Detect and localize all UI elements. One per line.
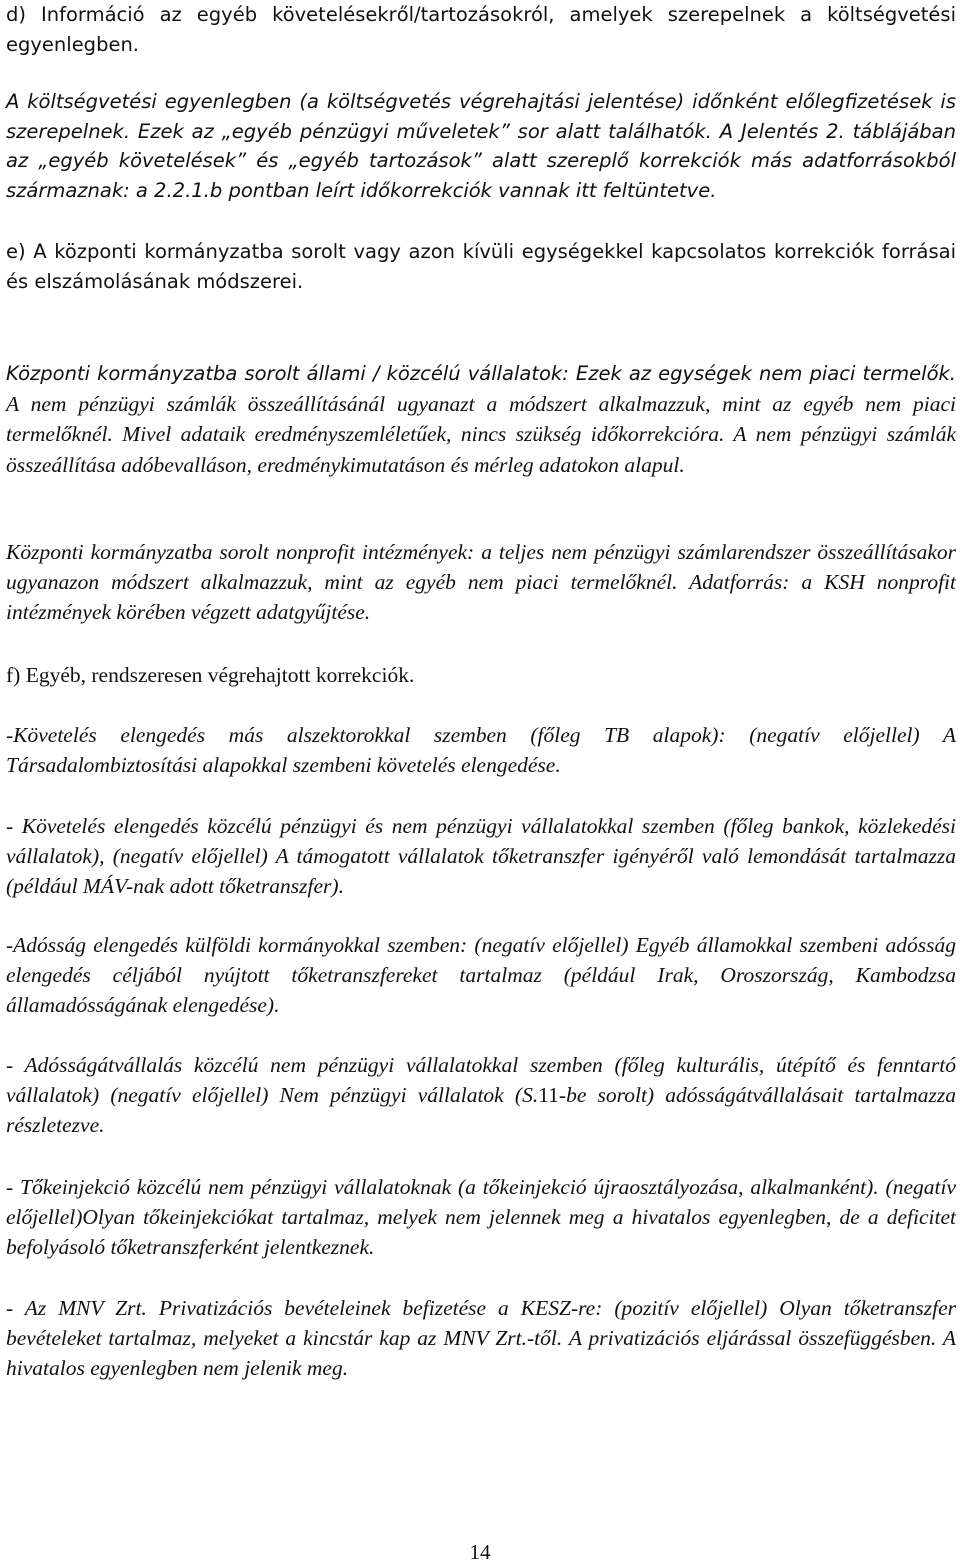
paragraph-privatization-revenue: - Az MNV Zrt. Privatizációs bevételeinek befizetése a KESZ-re: (pozitív előjellel) Olyan tőketranszfer bevételeket tartalmaz, melyeket a kincstár kap az MNV Zrt.-től. A privatizációs eljárással összefüggésben. A hivatalos egyenlegben nem jelenik meg. — [6, 1296, 956, 1380]
paragraph-capital-injection: - Tőkeinjekció közcélú nem pénzügyi vállalatoknak (a tőkeinjekció újraosztályozása, alkalmanként). (negatív előjellel)Olyan tőkeinjekciókat tartalmaz, melyek nem jelennek meg a hivatalos egyenlegben, de a deficitet befolyásoló tőketranszferként jelentkeznek. — [6, 1175, 956, 1259]
paragraph-prepayments: A költségvetési egyenlegben (a költségvetés végrehajtási jelentése) időnként előlegfizetések is szerepelnek. Ezek az „egyéb pénzügyi műveletek” sor alatt találhatók. A Jelentés 2. táblájában az „egyéb követelések” és „egyéb tartozások” alatt szereplő korrekciók más adatforrásokból származnak: a 2.2.1.b pontban leírt időkorrekciók vannak itt feltüntetve. — [6, 90, 956, 202]
paragraph-debt-assumption — [6, 1050, 956, 1140]
paragraph-debt-assumption-part1: - Adósságátvállalás közcélú nem pénzügyi vállalatokkal szemben (főleg kulturális, útépítő és fenntartó vállalatok) (negatív előjellel) Nem pénzügyi vállalatok (S. — [6, 1053, 956, 1107]
paragraph-state-enterprises — [6, 358, 956, 480]
paragraph-f-heading: f) Egyéb, rendszeresen végrehajtott korrekciók. — [6, 663, 415, 687]
paragraph-nonprofit — [6, 537, 956, 627]
paragraph-claim-waiver-subsectors: -Követelés elengedés más alszektorokkal szemben (főleg TB alapok): (negatív előjellel) A Társadalombiztosítási alapokkal szembeni követelés elengedése. — [6, 723, 956, 777]
paragraph-e-heading: e) A központi kormányzatba sorolt vagy azon kívüli egységekkel kapcsolatos korrekciók forrásai és elszámolásának módszerei. — [6, 240, 956, 293]
paragraph-nonprofit-lead: Központi kormányzatba sorolt nonprofit intézmények: a teljes nem pénzügyi számlarendszer összeállításakor ugyanazon módszert alkalmazzuk, mint az egyéb nem piaci termelőknél. — [6, 540, 956, 594]
paragraph-d-heading: d) Információ az egyéb követelésekről/tartozásokról, amelyek szerepelnek a költségvetési egyenlegben. — [6, 3, 956, 56]
paragraph-debt-cancellation-foreign: -Adósság elengedés külföldi kormányokkal szemben: (negatív előjellel) Egyéb államokkal szembeni adósság elengedés céljából nyújtott tőketranszfereket tartalmaz (például Irak, Oroszország, Kambodzsa államadósságának elengedése). — [6, 933, 956, 1017]
paragraph-claim-waiver-corporations: - Követelés elengedés közcélú pénzügyi és nem pénzügyi vállalatokkal szemben (főleg bankok, közlekedési vállalatok), (negatív előjellel) A támogatott vállalatok tőketranszfer igényéről való lemondását tartalmazza (például MÁV-nak adott tőketranszfer). — [6, 814, 956, 898]
paragraph-debt-assumption-sector-code: 11 — [538, 1083, 559, 1107]
page-number: 14 — [469, 1540, 491, 1564]
paragraph-debt-assumption-part2: -be sorolt) adósságátvállalásait tartalmazza részletezve. — [6, 1083, 956, 1137]
paragraph-state-enterprises-lead: Központi kormányzatba sorolt állami / közcélú vállalatok: Ezek az egységek nem piaci termelők. — [6, 362, 956, 385]
paragraph-nonprofit-source: Adatforrás: a KSH nonprofit intézmények körében végzett adatgyűjtése. — [6, 570, 957, 624]
paragraph-state-enterprises-body: A nem pénzügyi számlák összeállításánál ugyanazt a módszert alkalmazzuk, mint az egyéb nem piaci termelőknél. Mivel adataik eredményszemléletűek, nincs szükség időkorrekcióra. A nem pénzügyi számlák összeállítása adóbevalláson, eredménykimutatáson és mérleg adatokon alapul. — [6, 391, 956, 477]
